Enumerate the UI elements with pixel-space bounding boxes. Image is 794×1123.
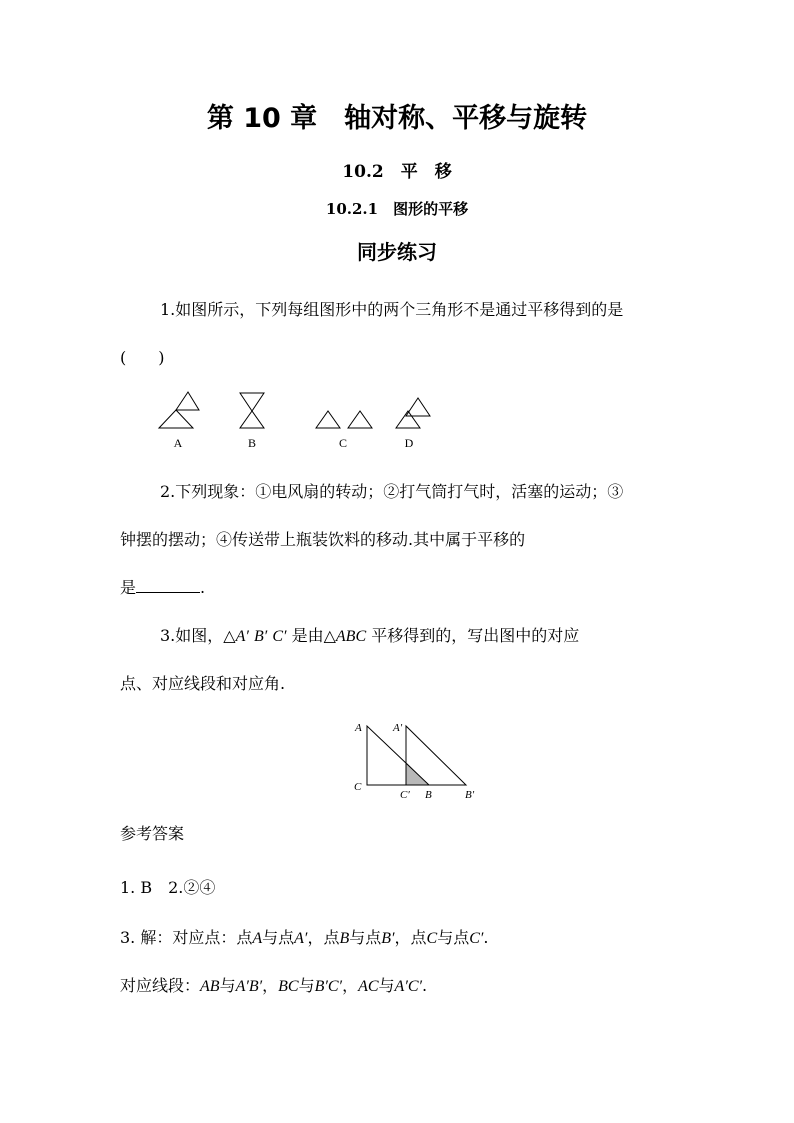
a3-point-a-prime: A′ [294, 930, 308, 947]
q1-option-a: A [173, 436, 183, 450]
q2-line2: 钟摆的摆动；④传送带上瓶装饮料的移动.其中属于平移的 [120, 530, 526, 549]
label-a-prime: A′ [393, 722, 403, 734]
a3-points-end: . [483, 928, 489, 947]
q1-option-d: D [404, 436, 414, 450]
label-c-prime: C′ [400, 789, 410, 801]
label-b-prime: B′ [465, 789, 475, 801]
q1-option-c: C [338, 436, 348, 450]
a3-point-b: B [339, 930, 350, 947]
q1-text: 1.如图所示，下列每组图形中的两个三角形不是通过平移得到的是 [160, 300, 624, 319]
a3-points-prefix: 3. 解：对应点：点 [120, 928, 253, 947]
a3-point-c: C [426, 930, 438, 947]
label-c: C [354, 781, 362, 793]
triangle-abc [367, 726, 429, 785]
a3-seg-a-prime-b-prime: A′B′ [235, 978, 263, 995]
a3-seg-bc: BC [278, 978, 299, 995]
a3-seg-ab: AB [200, 978, 220, 995]
a3-point-b-prime: B′ [381, 930, 395, 947]
a3-with-1: 与点 [262, 928, 295, 947]
q2-line1: 2.下列现象：①电风扇的转动；②打气筒打气时，活塞的运动；③ [160, 482, 624, 501]
q2-line3-prefix: 是 [120, 578, 137, 597]
a3-seg-with-1: 与 [219, 976, 236, 995]
q3-line2: 点、对应线段和对应角. [120, 674, 286, 693]
q3-a-prime: A′ [235, 628, 249, 645]
answer-3-points [120, 928, 489, 949]
a3-segments-prefix: 对应线段： [120, 976, 201, 995]
a3-seg-sep-2: ， [342, 976, 359, 995]
q3-text-1: 3.如图，△ [160, 626, 236, 645]
section-title: 10.2 平 移 [342, 162, 452, 182]
a3-seg-b-prime-c-prime: B′C′ [314, 978, 343, 995]
a3-seg-a-prime-c-prime: A′C′ [394, 978, 422, 995]
q3-c-prime: C′ [272, 628, 287, 645]
label-a: A [355, 722, 362, 734]
subsection-title: 10.2.1 图形的平移 [325, 200, 469, 218]
a3-sep-2: ，点 [394, 928, 427, 947]
a3-with-3: 与点 [437, 928, 470, 947]
q3-b-prime: B′ [253, 628, 268, 645]
q3-text-3: 平移得到的，写出图中的对应 [371, 626, 580, 645]
q1-option-b: B [247, 436, 257, 450]
a3-seg-with-3: 与 [378, 976, 395, 995]
answer-line-1: 1. B 2.②④ [120, 878, 216, 897]
answers-heading: 参考答案 [120, 824, 185, 843]
answer-3-segments [120, 976, 427, 997]
q3-abc: ABC [335, 628, 367, 645]
practice-heading: 同步练习 [357, 240, 437, 264]
a3-seg-sep-1: ， [262, 976, 279, 995]
chapter-title: 第 10 章 轴对称、平移与旋转 [206, 103, 588, 134]
q3-text-2: 是由△ [291, 626, 336, 645]
a3-seg-with-2: 与 [298, 976, 315, 995]
q2-line3-suffix: . [200, 578, 206, 597]
a3-segments-end: . [422, 976, 428, 995]
a3-point-c-prime: C′ [469, 930, 484, 947]
a3-with-2: 与点 [349, 928, 382, 947]
a3-sep-1: ，点 [307, 928, 340, 947]
label-b: B [425, 789, 432, 801]
a3-seg-ac: AC [358, 978, 379, 995]
q1-paren: ( ) [120, 348, 165, 367]
a3-point-a: A [252, 930, 263, 947]
